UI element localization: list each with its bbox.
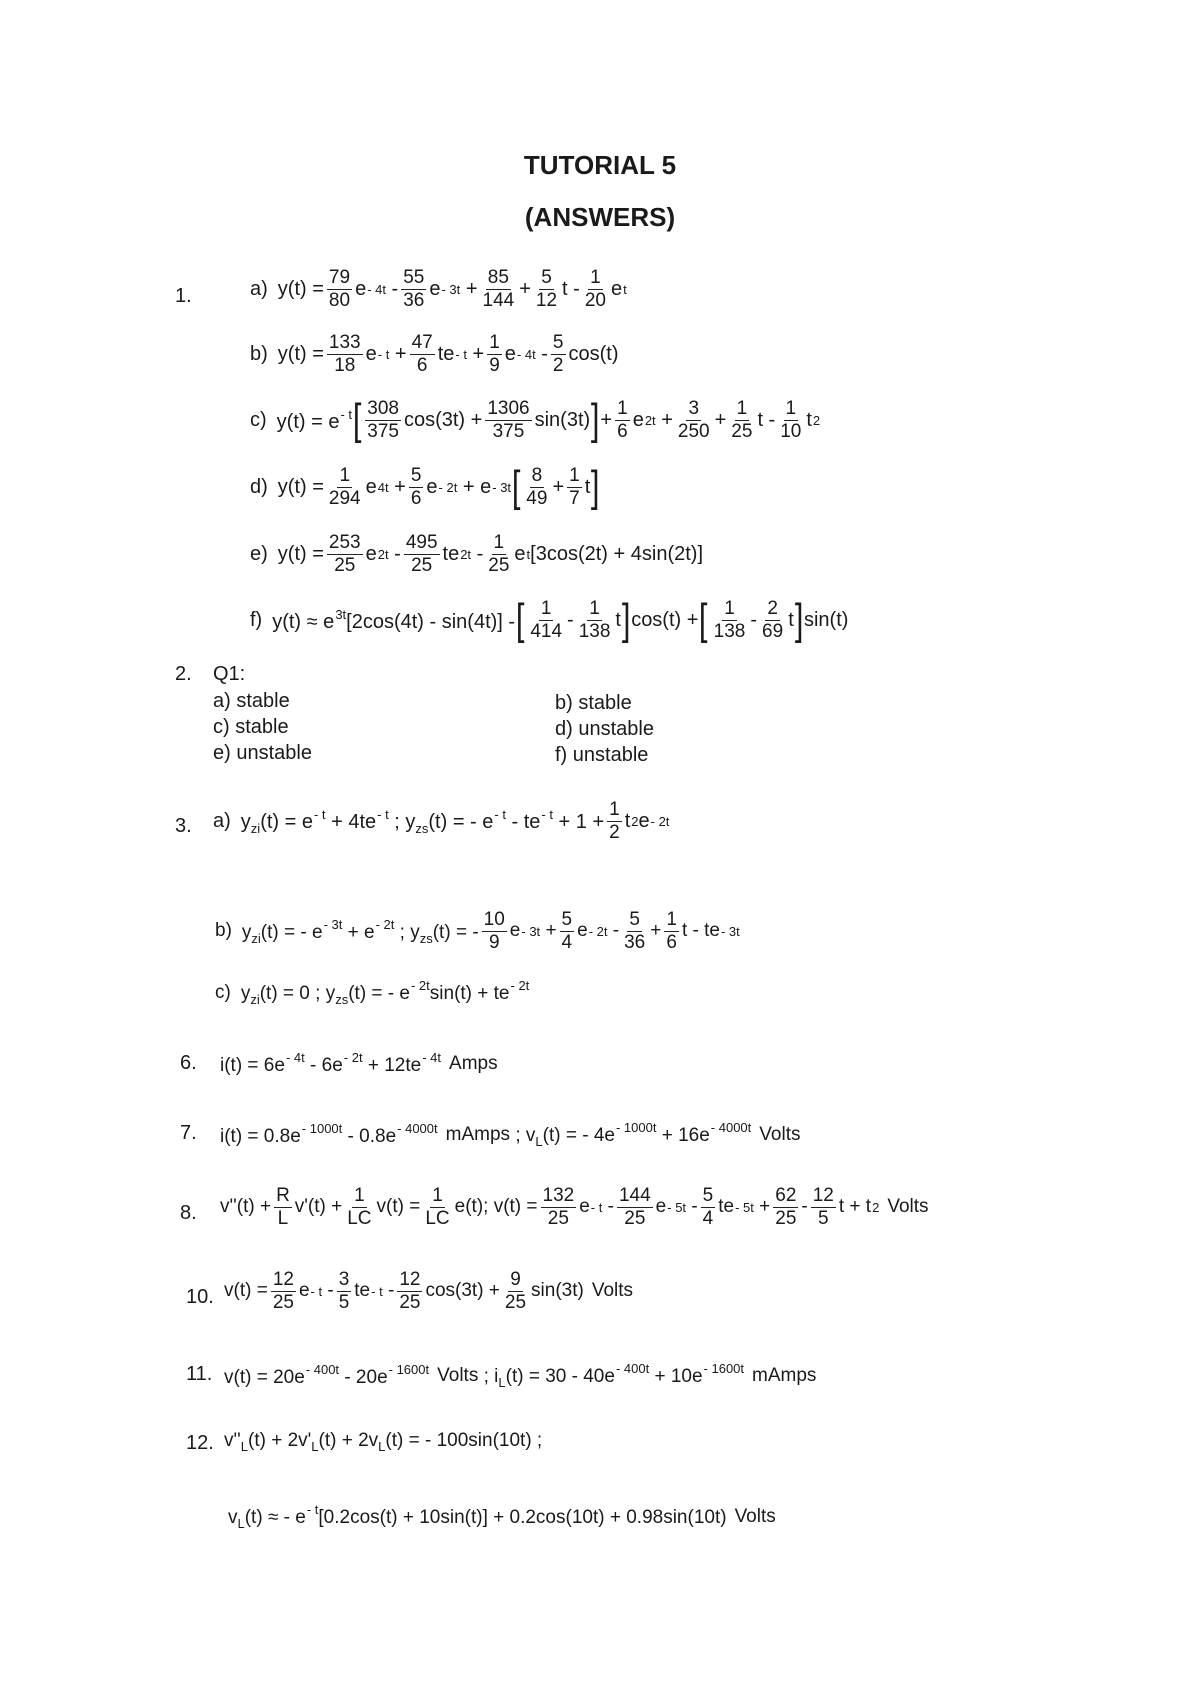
question-number-3: 3. <box>175 815 192 837</box>
answer-1f: f) $y(t) \approx e^{3t}[2\cos(4t) - \sin(4t)]$ - [ $\frac{1}{414}$ - $\frac{1}{138}$ t ] cos(t) + [ $\frac{1}{138}$ - $\frac{2}{69}$ t ] sin(t) <box>250 595 849 644</box>
q2-answer-a <box>213 690 290 713</box>
part-label: a) <box>250 277 268 300</box>
question-number-6: 6. <box>180 1052 197 1074</box>
answer-3a: a) $y_{zi}(t) = e^{- t} + 4te^{- t}$ ; $y_{zs}(t)$ = - $e^{- t} - te^{- t} + 1$ + $\frac{1}{2}$ t 2 e - 2t <box>213 799 670 843</box>
unit-mamps: mAmps <box>752 1364 817 1386</box>
part-label: f) <box>555 744 568 766</box>
answer-10: v(t) = $\frac{12}{25}$ e - t - $\frac{3}{5}$ te - t - $\frac{12}{25}$ cos(3t) + $\frac{9}{25}$ sin(3t) Volts <box>224 1269 634 1313</box>
unit-volts: Volts <box>591 1280 634 1302</box>
stability-value: stable <box>578 692 632 714</box>
answer-1e: e) y(t) = $\frac{253}{25}$ e 2t - $\frac{495}{25}$ te 2t - $\frac{1}{25}$ e t [3cos(2t) + 4sin(2t)] <box>250 532 703 576</box>
stability-value: unstable <box>578 718 654 740</box>
part-label: c) <box>215 981 231 1003</box>
part-label: e) <box>250 542 268 565</box>
stability-value: stable <box>235 716 289 738</box>
question-number-2: 2. <box>175 663 192 685</box>
answer-1a: a) y(t) = $\frac{79}{80}$ e - 4t - $\frac{55}{36}$ e - 3t + $\frac{85}{144}$ + $\frac{5}{12}$ t - $\frac{1}{20}$ e t <box>250 267 627 311</box>
part-label: c) <box>250 408 267 431</box>
part-label: e) <box>213 742 231 764</box>
question-number-11: 11. <box>186 1363 213 1385</box>
answer-12-equation: $v''_L(t) + 2v'_L(t) + 2v_L(t)$ = - 100sin(10t) ; <box>224 1430 543 1454</box>
unit-volts: Volts <box>887 1196 929 1218</box>
answer-8: v''(t) + $\frac{R}{L}$ v'(t) + $\frac{1}{LC}$ v(t) = $\frac{1}{LC}$ e(t); v(t) = $\frac{132}{25}$ e - t - $\frac{144}{25}$ e - 5t - $\frac{5}{4}$ te - 5t + $\frac{62}{25}$ - $\frac{12}{5}$ t + t 2 Volts <box>220 1185 929 1229</box>
part-label: b) <box>555 692 573 714</box>
part-label: b) <box>250 342 268 365</box>
part-label: f) <box>250 608 263 631</box>
stability-value: unstable <box>236 742 312 764</box>
question-number-8: 8. <box>180 1202 197 1224</box>
answer-1c: c) $y(t) = e^{- t}$ [ $\frac{308}{375}$ cos(3t) + $\frac{1306}{375}$ sin(3t) ] + $\frac{1}{6}$ e 2t + $\frac{3}{250}$ + $\frac{1}{25}$ t - $\frac{1}{10}$ t 2 <box>250 395 821 444</box>
part-label: d) <box>555 718 573 740</box>
q2-answer-c <box>213 716 289 739</box>
question-number-7: 7. <box>180 1122 197 1144</box>
answer-6: $i(t) = 6e^{- 4t} - 6e^{- 2t} + 12te^{- 4t}$ Amps <box>220 1050 498 1076</box>
part-label: b) <box>215 920 232 942</box>
q2-answer-d <box>555 718 654 741</box>
unit-volts: Volts <box>759 1123 801 1145</box>
part-label: c) <box>213 716 230 738</box>
page-subtitle: (ANSWERS) <box>524 202 676 232</box>
part-label: a) <box>213 809 231 832</box>
page-title: TUTORIAL 5 <box>523 150 677 180</box>
unit-amps: Amps <box>449 1052 498 1074</box>
unit-volts: Volts <box>734 1505 776 1527</box>
q2-answer-e <box>213 742 312 765</box>
question-number-10: 10. <box>186 1286 214 1308</box>
question-number-1: 1. <box>175 285 192 307</box>
answer-11: $v(t) = 20e^{- 400t} - 20e^{- 1600t}$ Volts ; $i_L(t) = 30 - 40e^{- 400t} + 10e^{- 1600t}$ mAmps <box>224 1361 817 1390</box>
answer-12-solution: $v_L(t)$ ≈ - $e^{- t}[0.2\cos(t) + 10\sin(t)] + 0.2\cos(10t) + 0.98\sin(10t)$ Volts <box>228 1502 776 1531</box>
stability-value: stable <box>236 690 290 712</box>
unit-volts: Volts <box>437 1364 479 1386</box>
answer-1d: d) y(t) = $\frac{1}{294}$ e 4t + $\frac{5}{6}$ e - 2t + e - 3t [ $\frac{8}{49}$ + $\frac{1}{7}$ t ] <box>250 462 600 511</box>
stability-value: unstable <box>572 744 649 766</box>
q2-answer-f <box>555 744 648 767</box>
question-number-12: 12. <box>186 1432 214 1454</box>
answer-1b: b) y(t) = $\frac{133}{18}$ e - t + $\frac{47}{6}$ te - t + $\frac{1}{9}$ e - 4t - $\frac{5}{2}$ cos(t) <box>250 332 619 376</box>
answer-3c: c) $y_{zi}(t) = 0$ ; $y_{zs}(t)$ = - $e^{- 2t}\sin(t) + te^{- 2t}$ <box>215 978 530 1007</box>
answer-7: $i(t) = 0.8e^{- 1000t} - 0.8e^{- 4000t}$ mAmps ; $v_L(t)$ = - $4e^{- 1000t} + 16e^{- 4000t}$ Volts <box>220 1120 801 1149</box>
part-label: d) <box>250 475 268 498</box>
unit-mamps: mAmps <box>445 1123 511 1145</box>
answer-3b: b) $y_{zi}(t)$ = - $e^{- 3t} + e^{- 2t}$ ; $y_{zs}(t)$ = - $\frac{10}{9}$ e - 3t + $\frac{5}{4}$ e - 2t - $\frac{5}{36}$ + $\frac{1}{6}$ t - te - 3t <box>215 909 740 953</box>
part-label: a) <box>213 690 231 712</box>
q2-answer-b <box>555 692 632 715</box>
q2-heading: Q1: <box>213 663 246 685</box>
